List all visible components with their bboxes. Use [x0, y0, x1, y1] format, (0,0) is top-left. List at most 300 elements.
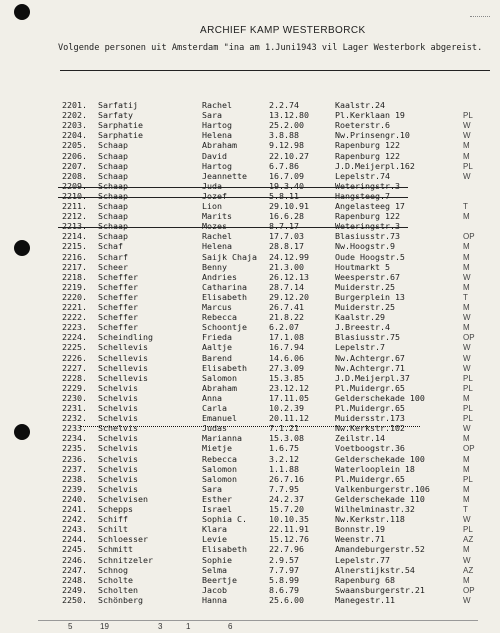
entry-number: 2247. — [62, 564, 87, 575]
surname: Sarfatij — [98, 100, 138, 110]
entry-number: 2201. — [62, 100, 87, 110]
margin-note: M — [463, 575, 470, 585]
address: Kaalstr.29 — [335, 312, 385, 323]
address: Nw.Hoogstr.9 — [335, 241, 395, 252]
surname: Sarphatie — [98, 120, 143, 131]
given-name: Lion — [202, 201, 222, 211]
address: Nw.Achtergr.67 — [335, 352, 405, 363]
surname: Schilt — [98, 524, 128, 535]
footer-mark: 5 — [68, 622, 73, 631]
margin-note: W — [463, 313, 471, 323]
margin-note: M — [463, 303, 470, 312]
birth-date: 22.10.27 — [269, 150, 309, 161]
surname: Schepps — [98, 504, 133, 514]
birth-date: 1.1.88 — [269, 463, 299, 474]
address: Burgerplein 13 — [335, 291, 405, 302]
given-name: Hartog — [202, 160, 232, 171]
surname: Schellevis — [98, 362, 148, 373]
entry-number: 2242. — [62, 514, 87, 525]
birth-date: 5.8.11 — [269, 190, 299, 201]
footer-mark: 1 — [186, 622, 191, 631]
footer-mark: 6 — [228, 622, 233, 631]
surname: Schaap — [98, 160, 128, 171]
margin-note: W — [463, 343, 471, 353]
birth-date: 19.3.40 — [269, 180, 304, 191]
birth-date: 28.7.14 — [269, 281, 304, 292]
given-name: Jozef — [202, 190, 227, 201]
given-name: Marcus — [202, 302, 232, 312]
corner-mark — [470, 8, 490, 17]
entry-number: 2229. — [62, 382, 87, 393]
surname: Schaap — [98, 150, 128, 161]
surname: Scheffer — [98, 302, 138, 312]
given-name: Andries — [202, 271, 237, 282]
given-name: Schoontje — [202, 322, 247, 333]
birth-date: 10.10.35 — [269, 514, 309, 525]
margin-note: W — [463, 515, 471, 525]
margin-ruler — [38, 620, 478, 621]
margin-note: M — [463, 212, 470, 222]
birth-date: 16.6.28 — [269, 211, 304, 222]
address: Amandeburgerstr.52 — [335, 544, 425, 555]
punch-hole-top — [14, 4, 30, 20]
entry-number: 2240. — [62, 493, 87, 504]
margin-note: M — [463, 393, 470, 403]
birth-date: 15.3.08 — [269, 433, 304, 444]
birth-date: 29.10.91 — [269, 201, 309, 211]
margin-note: W — [463, 424, 471, 434]
birth-date: 7.1.21 — [269, 423, 299, 434]
given-name: Hartog — [202, 120, 232, 131]
birth-date: 25.6.00 — [269, 594, 304, 605]
address: Weteringstr.3 — [335, 180, 400, 191]
entry-number: 2245. — [62, 544, 87, 555]
birth-date: 7.7.95 — [269, 483, 299, 494]
entry-number: 2232. — [62, 413, 87, 424]
surname: Scheindling — [98, 332, 153, 343]
entry-number: 2213. — [62, 221, 87, 232]
given-name: Juda — [202, 180, 222, 191]
given-name: Mozes — [202, 221, 227, 232]
address: Valkenburgerstr.106 — [335, 483, 430, 494]
entry-number: 2209. — [62, 180, 87, 191]
surname: Scharf — [98, 251, 128, 262]
entry-number: 2241. — [62, 504, 87, 514]
archive-header: ARCHIEF KAMP WESTERBORCK — [200, 25, 366, 36]
birth-date: 22.11.91 — [269, 524, 309, 535]
birth-date: 10.2.39 — [269, 403, 304, 413]
surname: Schellevis — [98, 342, 148, 353]
margin-note: W — [463, 272, 471, 282]
margin-note: M — [463, 141, 470, 151]
entry-number: 2221. — [62, 302, 87, 312]
birth-date: 27.3.09 — [269, 362, 304, 373]
margin-note: M — [463, 454, 470, 464]
birth-date: 16.7.09 — [269, 170, 304, 181]
margin-note: M — [463, 282, 470, 292]
birth-date: 26.12.13 — [269, 271, 309, 282]
surname: Schellevis — [98, 372, 148, 383]
crossed-separator — [80, 426, 420, 427]
margin-note: PL — [463, 414, 473, 424]
given-name: Frieda — [202, 332, 232, 343]
margin-note: W — [463, 171, 471, 181]
birth-date: 3.8.88 — [269, 130, 299, 141]
entry-number: 2218. — [62, 271, 87, 282]
margin-note: OP — [463, 444, 475, 454]
margin-note: M — [463, 151, 470, 161]
surname: Schaap — [98, 211, 128, 222]
birth-date: 16.7.94 — [269, 342, 304, 353]
margin-note: AZ — [463, 535, 474, 545]
address: Bonnstr.19 — [335, 524, 385, 535]
given-name: Esther — [202, 493, 232, 504]
strike-line — [58, 197, 408, 198]
surname: Schelvis — [98, 382, 138, 393]
entry-number: 2227. — [62, 362, 87, 373]
address: Gelderschekade 110 — [335, 493, 425, 504]
given-name: Sophie — [202, 554, 232, 565]
birth-date: 15.7.20 — [269, 504, 304, 514]
entry-number: 2204. — [62, 130, 87, 141]
given-name: Klara — [202, 524, 227, 535]
address: Alnerstijkstr.54 — [335, 564, 415, 575]
address: Pl.Muidergr.65 — [335, 382, 405, 393]
surname: Schelvis — [98, 473, 138, 484]
address: Lepelstr.7 — [335, 342, 385, 353]
address: Waterlooplein 18 — [335, 463, 415, 474]
given-name: Mietje — [202, 443, 232, 454]
given-name: Helena — [202, 130, 232, 141]
surname: Scheffer — [98, 291, 138, 302]
given-name: Elisabeth — [202, 362, 247, 373]
margin-note: PL — [463, 525, 473, 535]
given-name: Hanna — [202, 594, 227, 605]
birth-date: 7.7.97 — [269, 564, 299, 575]
surname: Schelvis — [98, 443, 138, 454]
margin-note: M — [463, 434, 470, 444]
address: Hangsteeg.7 — [335, 190, 390, 201]
given-name: Sara — [202, 483, 222, 494]
address: Nw.Prinsengr.10 — [335, 130, 410, 141]
entry-number: 2205. — [62, 140, 87, 151]
given-name: Anna — [202, 392, 222, 403]
entry-number: 2238. — [62, 473, 87, 484]
birth-date: 2.9.57 — [269, 554, 299, 565]
margin-note: M — [463, 494, 470, 504]
given-name: Barend — [202, 352, 232, 363]
surname: Sarfaty — [98, 110, 133, 121]
given-name: Abraham — [202, 382, 237, 393]
surname: Schelvis — [98, 453, 138, 464]
address: Rapenburg 122 — [335, 150, 400, 161]
given-name: Sara — [202, 110, 222, 121]
birth-date: 17.11.05 — [269, 392, 309, 403]
given-name: Salomon — [202, 372, 237, 383]
margin-note: PL — [463, 161, 473, 171]
given-name: Saijk Chaja — [202, 251, 257, 262]
address: Angelasteeg 17 — [335, 201, 405, 211]
entry-number: 2222. — [62, 312, 87, 323]
footer-mark: 3 — [158, 622, 163, 631]
entry-number: 2219. — [62, 281, 87, 292]
margin-note: M — [463, 252, 470, 262]
margin-note: PL — [463, 373, 473, 383]
given-name: Marits — [202, 211, 232, 222]
margin-note: PL — [463, 111, 473, 121]
address: J.D.Meijerpl.37 — [335, 372, 410, 383]
surname: Sarphatie — [98, 130, 143, 141]
birth-date: 3.2.12 — [269, 453, 299, 464]
surname: Schelvis — [98, 433, 138, 444]
entry-number: 2211. — [62, 201, 87, 211]
birth-date: 13.12.80 — [269, 110, 309, 121]
given-name: Abraham — [202, 140, 237, 151]
address: Weteringstr.3 — [335, 221, 400, 232]
surname: Schnog — [98, 564, 128, 575]
entry-number: 2228. — [62, 372, 87, 383]
header-rule — [60, 70, 490, 71]
margin-note: M — [463, 545, 470, 555]
surname: Schaap — [98, 190, 128, 201]
entry-number: 2225. — [62, 342, 87, 353]
margin-note: M — [463, 262, 470, 272]
given-name: Carla — [202, 403, 227, 413]
entry-number: 2208. — [62, 170, 87, 181]
given-name: Helena — [202, 241, 232, 252]
address: Pl.Muidergr.65 — [335, 403, 405, 413]
address: Lepelstr.74 — [335, 170, 390, 181]
birth-date: 22.7.96 — [269, 544, 304, 555]
footer-mark: 19 — [100, 622, 109, 631]
given-name: Benny — [202, 261, 227, 272]
margin-note: M — [463, 242, 470, 252]
address: J.Breestr.4 — [335, 322, 390, 333]
surname: Schelvis — [98, 413, 138, 424]
surname: Schaap — [98, 201, 128, 211]
margin-note: AZ — [463, 565, 474, 575]
surname: Schaap — [98, 221, 128, 232]
entry-number: 2233. — [62, 423, 87, 434]
given-name: Salomon — [202, 473, 237, 484]
surname: Schmitt — [98, 544, 133, 555]
surname: Scholte — [98, 574, 133, 585]
surname: Schaap — [98, 140, 128, 151]
entry-number: 2239. — [62, 483, 87, 494]
surname: Schelvis — [98, 403, 138, 413]
address: Oude Hoogstr.5 — [335, 251, 405, 262]
entry-number: 2246. — [62, 554, 87, 565]
address: Zeilstr.14 — [335, 433, 385, 444]
birth-date: 24.12.99 — [269, 251, 309, 262]
margin-note: W — [463, 353, 471, 363]
given-name: Rebecca — [202, 453, 237, 464]
surname: Schaap — [98, 180, 128, 191]
address: J.D.Meijerpl.162 — [335, 160, 415, 171]
entry-number: 2226. — [62, 352, 87, 363]
margin-note: W — [463, 131, 471, 141]
birth-date: 8.7.17 — [269, 221, 299, 232]
surname: Schelvisen — [98, 493, 148, 504]
given-name: Elisabeth — [202, 291, 247, 302]
entry-number: 2243. — [62, 524, 87, 535]
address: Voetboogstr.36 — [335, 443, 405, 454]
address: Swaansburgerstr.21 — [335, 584, 425, 595]
address: Blasiusstr.73 — [335, 231, 400, 242]
margin-note: W — [463, 363, 471, 373]
birth-date: 15.3.85 — [269, 372, 304, 383]
surname: Scholten — [98, 584, 138, 595]
surname: Scheffer — [98, 271, 138, 282]
margin-note: PL — [463, 383, 473, 393]
entry-number: 2216. — [62, 251, 87, 262]
birth-date: 14.6.06 — [269, 352, 304, 363]
address: Manegestr.11 — [335, 594, 395, 605]
surname: Schnitzeler — [98, 554, 153, 565]
given-name: Jeannette — [202, 170, 247, 181]
margin-note: W — [463, 121, 471, 131]
birth-date: 29.12.20 — [269, 291, 309, 302]
entry-number: 2212. — [62, 211, 87, 222]
entry-number: 2220. — [62, 291, 87, 302]
given-name: Salomon — [202, 463, 237, 474]
given-name: Aaltje — [202, 342, 232, 353]
given-name: Jacob — [202, 584, 227, 595]
margin-note: W — [463, 555, 471, 565]
given-name: Beertje — [202, 574, 237, 585]
birth-date: 8.6.79 — [269, 584, 299, 595]
address: Weesperstr.67 — [335, 271, 400, 282]
birth-date: 20.11.12 — [269, 413, 309, 424]
address: Houtmarkt 5 — [335, 261, 390, 272]
address: Rapenburg 122 — [335, 140, 400, 151]
address: Blasiusstr.75 — [335, 332, 400, 343]
margin-note: T — [463, 505, 468, 514]
list-row — [0, 595, 500, 606]
birth-date: 2.2.74 — [269, 100, 299, 110]
entry-number: 2206. — [62, 150, 87, 161]
entry-number: 2249. — [62, 584, 87, 595]
margin-note: M — [463, 484, 470, 494]
address: Muiderstr.25 — [335, 281, 395, 292]
margin-note: OP — [463, 232, 475, 242]
address: Pl.Muidergr.65 — [335, 473, 405, 484]
given-name: Marianna — [202, 433, 242, 444]
given-name: Rachel — [202, 100, 232, 110]
birth-date: 25.2.00 — [269, 120, 304, 131]
surname: Schiff — [98, 514, 128, 525]
entry-number: 2217. — [62, 261, 87, 272]
entry-number: 2244. — [62, 534, 87, 545]
entry-number: 2250. — [62, 594, 87, 605]
entry-number: 2223. — [62, 322, 87, 333]
birth-date: 9.12.98 — [269, 140, 304, 151]
margin-note: W — [463, 595, 471, 605]
margin-note: T — [463, 292, 468, 302]
address: Roeterstr.6 — [335, 120, 390, 131]
surname: Schaap — [98, 231, 128, 242]
strike-line — [58, 227, 408, 228]
birth-date: 17.1.08 — [269, 332, 304, 343]
entry-number: 2231. — [62, 403, 87, 413]
margin-note: PL — [463, 404, 473, 413]
margin-note: M — [463, 323, 470, 333]
birth-date: 24.2.37 — [269, 493, 304, 504]
surname: Schaap — [98, 170, 128, 181]
surname: Scheffer — [98, 281, 138, 292]
surname: Scheffer — [98, 312, 138, 323]
address: Gelderschekade 100 — [335, 453, 425, 464]
surname: Schelvis — [98, 423, 138, 434]
entry-number: 2210. — [62, 190, 87, 201]
address: Lepelstr.77 — [335, 554, 390, 565]
address: Gelderschekade 100 — [335, 392, 425, 403]
entry-number: 2234. — [62, 433, 87, 444]
given-name: Rebecca — [202, 312, 237, 323]
address: Pl.Kerklaan 19 — [335, 110, 405, 121]
entry-number: 2248. — [62, 574, 87, 585]
given-name: Israel — [202, 504, 232, 514]
surname: Schelvis — [98, 463, 138, 474]
margin-note: T — [463, 202, 468, 211]
address: Wilhelminastr.32 — [335, 504, 415, 514]
birth-date: 23.12.12 — [269, 382, 309, 393]
document-subtitle: Volgende personen uit Amsterdam "ina am 1.Juni1943 vil Lager Westerbork abgereist. — [58, 43, 483, 53]
entry-number: 2236. — [62, 453, 87, 464]
address: Muiderstr.25 — [335, 302, 395, 312]
entry-number: 2214. — [62, 231, 87, 242]
birth-date: 21.8.22 — [269, 312, 304, 323]
address: Rapenburg 68 — [335, 574, 395, 585]
address: Nw.Achtergr.71 — [335, 362, 405, 373]
address: Muidersstr.173 — [335, 413, 405, 424]
address: Rapenburg 122 — [335, 211, 400, 222]
margin-note: OP — [463, 333, 475, 343]
birth-date: 1.6.75 — [269, 443, 299, 454]
address: Nw.Kerkstr.102 — [335, 423, 405, 434]
surname: Scheffer — [98, 322, 138, 333]
surname: Schaf — [98, 241, 123, 252]
birth-date: 15.12.76 — [269, 534, 309, 545]
entry-number: 2224. — [62, 332, 87, 343]
margin-note: PL — [463, 474, 473, 484]
given-name: Catharina — [202, 281, 247, 292]
given-name: Emanuel — [202, 413, 237, 424]
margin-note: OP — [463, 585, 475, 595]
given-name: Rachel — [202, 231, 232, 242]
birth-date: 21.3.00 — [269, 261, 304, 272]
entry-number: 2215. — [62, 241, 87, 252]
entry-number: 2203. — [62, 120, 87, 131]
birth-date: 5.8.99 — [269, 574, 299, 585]
surname: Schönberg — [98, 594, 143, 605]
birth-date: 6.7.86 — [269, 160, 299, 171]
entry-number: 2202. — [62, 110, 87, 121]
surname: Schellevis — [98, 352, 148, 363]
birth-date: 17.7.03 — [269, 231, 304, 242]
given-name: Levie — [202, 534, 227, 545]
margin-note: M — [463, 464, 470, 474]
birth-date: 6.2.07 — [269, 322, 299, 333]
given-name: Elisabeth — [202, 544, 247, 555]
given-name: David — [202, 150, 227, 161]
entry-number: 2207. — [62, 160, 87, 171]
address: Kaalstr.24 — [335, 100, 385, 110]
address: Nw.Kerkstr.118 — [335, 514, 405, 525]
entry-number: 2235. — [62, 443, 87, 454]
entry-number: 2237. — [62, 463, 87, 474]
given-name: Sophia C. — [202, 514, 247, 525]
